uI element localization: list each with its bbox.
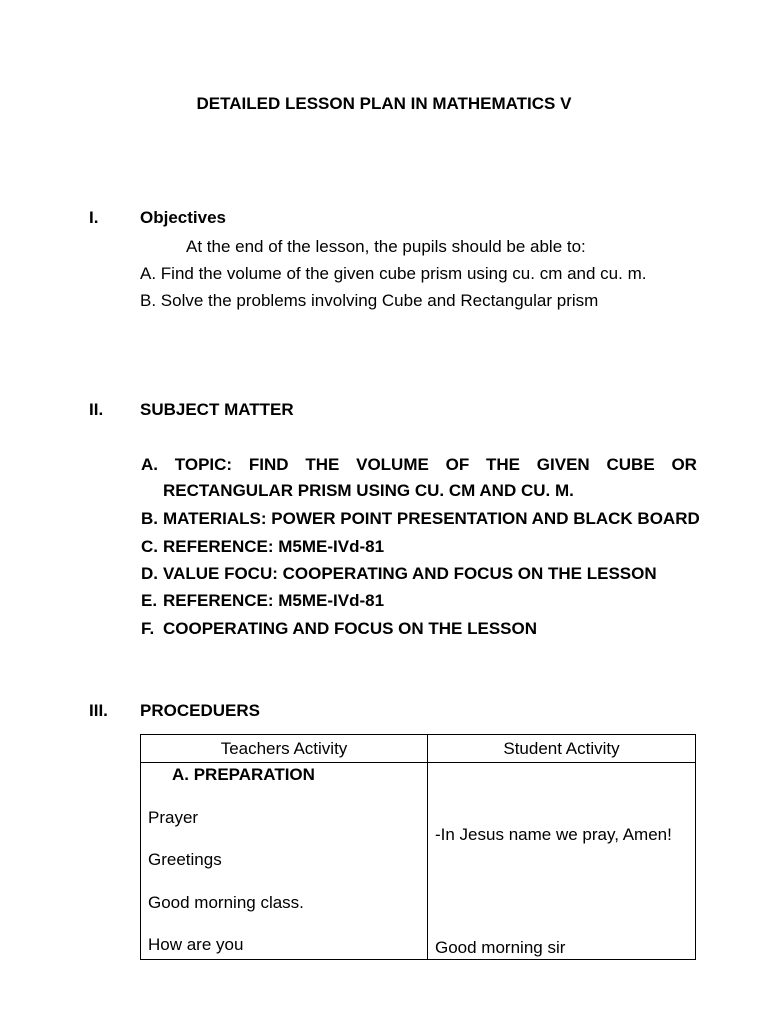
topic-line-1 — [141, 455, 697, 475]
topic-letter: A. — [141, 455, 158, 474]
topic-word: OF — [445, 455, 470, 474]
topic-word: GIVEN — [536, 455, 590, 474]
item-letter: C. — [141, 537, 158, 556]
teacher-line: Good morning class. — [148, 893, 304, 912]
objectives-heading: Objectives — [140, 208, 226, 227]
objective-item-b: B. Solve the problems involving Cube and Rectangular prism — [140, 291, 599, 310]
subject-item-d — [141, 564, 657, 584]
subject-item-c — [141, 537, 384, 557]
objectives-intro: At the end of the lesson, the pupils should be able to: — [186, 237, 586, 256]
table-header-row — [141, 735, 696, 763]
subject-item-e — [141, 591, 384, 611]
teacher-activity-cell — [141, 763, 428, 960]
topic-word: TOPIC: — [174, 455, 233, 474]
topic-word: OR — [671, 455, 697, 474]
item-text: REFERENCE: M5ME-IVd-81 — [163, 591, 385, 610]
item-text: MATERIALS: POWER POINT PRESENTATION AND BLACK BOARD — [163, 509, 700, 528]
procedures-number: III. — [89, 701, 108, 720]
item-text: REFERENCE: M5ME-IVd-81 — [163, 537, 385, 556]
teacher-line: How are you — [148, 935, 244, 954]
preparation-heading: A. PREPARATION — [172, 765, 315, 784]
student-activity-cell — [428, 763, 696, 960]
topic-item — [141, 455, 697, 501]
table-row — [141, 763, 696, 960]
student-line: Good morning sir — [435, 938, 566, 957]
subject-item-b — [141, 509, 700, 529]
subject-matter-number: II. — [89, 400, 104, 419]
teacher-line: Prayer — [148, 808, 199, 827]
item-letter: B. — [141, 509, 158, 528]
item-text: COOPERATING AND FOCUS ON THE LESSON — [163, 619, 538, 638]
item-letter: D. — [141, 564, 158, 583]
procedures-table — [140, 734, 696, 960]
document-title: DETAILED LESSON PLAN IN MATHEMATICS V — [196, 94, 572, 113]
subject-item-f — [141, 619, 537, 639]
teachers-activity-header: Teachers Activity — [141, 735, 428, 763]
topic-word: THE — [486, 455, 521, 474]
topic-line-2: RECTANGULAR PRISM USING CU. CM AND CU. M. — [163, 481, 574, 500]
item-letter: E. — [141, 591, 158, 610]
topic-word: CUBE — [606, 455, 655, 474]
item-letter: F. — [141, 619, 155, 638]
objective-item-a: A. Find the volume of the given cube prism using cu. cm and cu. m. — [140, 264, 647, 283]
topic-word: FIND — [248, 455, 289, 474]
subject-matter-heading: SUBJECT MATTER — [140, 400, 294, 419]
topic-word: VOLUME — [356, 455, 429, 474]
objectives-number: I. — [89, 208, 99, 227]
teacher-line: Greetings — [148, 850, 222, 869]
procedures-heading: PROCEDUERS — [140, 701, 260, 720]
student-activity-header: Student Activity — [428, 735, 696, 763]
topic-word: THE — [305, 455, 340, 474]
item-text: VALUE FOCU: COOPERATING AND FOCUS ON THE LESSON — [163, 564, 657, 583]
student-line: -In Jesus name we pray, Amen! — [435, 825, 672, 844]
